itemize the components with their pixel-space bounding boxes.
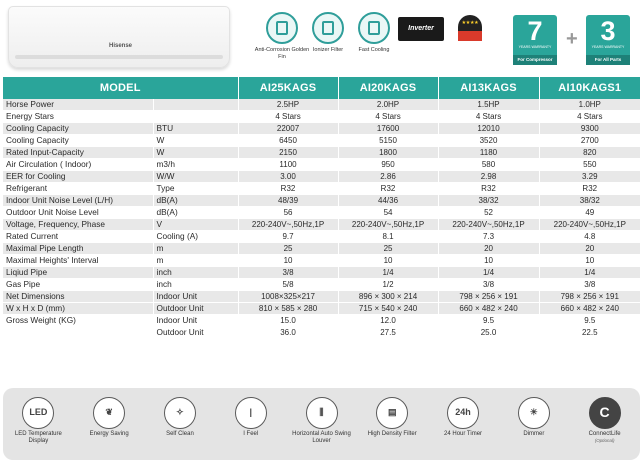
spec-value-cell: 5150 [338, 135, 438, 147]
feature-item [149, 397, 211, 438]
spec-value-cell: 2.86 [338, 171, 438, 183]
feature-label: Energy Saving [89, 431, 129, 437]
feature-icons-bar [3, 388, 640, 460]
table-row [3, 291, 640, 303]
spec-unit-cell: m3/h [153, 159, 238, 171]
feature-item [361, 397, 423, 438]
spec-value-cell: 5/8 [238, 279, 338, 291]
spec-value-cell: 1100 [238, 159, 338, 171]
spec-value-cell: 3520 [438, 135, 539, 147]
table-row [3, 159, 640, 171]
table-row [3, 327, 640, 339]
spec-name-cell: Gas Pipe [3, 279, 153, 291]
spec-unit-cell: dB(A) [153, 207, 238, 219]
spec-unit-cell: Indoor Unit [153, 291, 238, 303]
table-row [3, 147, 640, 159]
swing-louver-icon: ⫼ [306, 397, 338, 429]
spec-value-cell: 2.5HP [238, 99, 338, 111]
spec-value-cell: 550 [539, 159, 640, 171]
spec-value-cell: 1/4 [338, 267, 438, 279]
spec-value-cell: 25.0 [438, 327, 539, 339]
spec-value-cell: 4 Stars [238, 111, 338, 123]
table-row [3, 195, 640, 207]
spec-value-cell: 52 [438, 207, 539, 219]
energy-saving-icon: ❦ [93, 397, 125, 429]
spec-name-cell: EER for Cooling [3, 171, 153, 183]
spec-value-cell: 220-240V~,50Hz,1P [238, 219, 338, 231]
plus-sign: + [566, 28, 578, 50]
table-row [3, 171, 640, 183]
golden-fin-icon [266, 12, 298, 44]
feature-label: Fast Cooling [358, 47, 390, 53]
spec-value-cell: 715 × 540 × 240 [338, 303, 438, 315]
spec-value-cell: 9.5 [539, 315, 640, 327]
i-feel-icon: | [235, 397, 267, 429]
spec-value-cell: 15.0 [238, 315, 338, 327]
spec-name-cell: Rated Current [3, 231, 153, 243]
spec-value-cell: 820 [539, 147, 640, 159]
spec-value-cell: 1800 [338, 147, 438, 159]
ionizer-filter-icon [312, 12, 344, 44]
spec-unit-cell: V [153, 219, 238, 231]
spec-value-cell: 1/2 [338, 279, 438, 291]
spec-value-cell: 44/36 [338, 195, 438, 207]
spec-value-cell: 8.1 [338, 231, 438, 243]
spec-unit-cell: m [153, 243, 238, 255]
spec-value-cell: 10 [539, 255, 640, 267]
feature-item [291, 397, 353, 445]
spec-name-cell: Energy Stars [3, 111, 153, 123]
spec-value-cell: 3/8 [539, 279, 640, 291]
spec-value-cell: 25 [238, 243, 338, 255]
spec-value-cell: 220-240V~,50Hz,1P [438, 219, 539, 231]
table-header-row [3, 77, 640, 99]
spec-value-cell: R32 [238, 183, 338, 195]
spec-name-cell: Refrigerant [3, 183, 153, 195]
table-row [3, 123, 640, 135]
feature-label: LED Temperature Display [14, 431, 62, 444]
spec-value-cell: 660 × 482 × 240 [438, 303, 539, 315]
feature-label: Self Clean [166, 431, 194, 437]
warranty-for: For All Parts [586, 55, 630, 65]
feature-fast-cooling [344, 12, 404, 54]
spec-unit-cell: Cooling (A) [153, 231, 238, 243]
spec-value-cell: 3/8 [238, 267, 338, 279]
specification-table [3, 77, 640, 339]
warranty-small-text: YEARS WARRANTY [591, 45, 625, 49]
spec-value-cell: 56 [238, 207, 338, 219]
table-row [3, 99, 640, 111]
feature-label: ConnectLife [588, 431, 621, 437]
table-row [3, 243, 640, 255]
spec-value-cell: 798 × 256 × 191 [539, 291, 640, 303]
column-header-ai25kags: AI25KAGS [238, 77, 338, 99]
spec-value-cell: 220-240V~,50Hz,1P [338, 219, 438, 231]
feature-item [78, 397, 140, 438]
spec-unit-cell: dB(A) [153, 195, 238, 207]
star-rating-label: ★★★★ [458, 15, 482, 31]
spec-value-cell: 10 [338, 255, 438, 267]
spec-unit-cell [153, 99, 238, 111]
fast-cooling-icon [358, 12, 390, 44]
inverter-badge: Inverter [398, 17, 444, 41]
spec-value-cell: 10 [238, 255, 338, 267]
spec-value-cell: 4.8 [539, 231, 640, 243]
spec-name-cell: Rated Input-Capacity [3, 147, 153, 159]
spec-name-cell: Maximal Pipe Length [3, 243, 153, 255]
led-display-icon: LED [22, 397, 54, 429]
spec-value-cell: 36.0 [238, 327, 338, 339]
feature-label: High Density Filter [367, 431, 417, 437]
spec-value-cell: 7.3 [438, 231, 539, 243]
spec-value-cell: 2.98 [438, 171, 539, 183]
spec-value-cell: 12010 [438, 123, 539, 135]
spec-unit-cell: Outdoor Unit [153, 327, 238, 339]
table-body [3, 99, 640, 339]
spec-unit-cell [153, 111, 238, 123]
spec-unit-cell: Type [153, 183, 238, 195]
table-row [3, 135, 640, 147]
spec-unit-cell: W/W [153, 171, 238, 183]
spec-value-cell: 2150 [238, 147, 338, 159]
spec-value-cell: 220-240V~,50Hz,1P [539, 219, 640, 231]
spec-value-cell: 17600 [338, 123, 438, 135]
table-row [3, 207, 640, 219]
spec-value-cell: 1/4 [539, 267, 640, 279]
spec-value-cell: 25 [338, 243, 438, 255]
spec-value-cell: 2700 [539, 135, 640, 147]
spec-value-cell: 4 Stars [338, 111, 438, 123]
filter-icon: ▤ [376, 397, 408, 429]
spec-value-cell: 950 [338, 159, 438, 171]
table-row [3, 219, 640, 231]
column-header-model: MODEL [3, 77, 238, 99]
spec-unit-cell: Indoor Unit [153, 315, 238, 327]
spec-name-cell [3, 327, 153, 339]
spec-name-cell: Liqiud Pipe [3, 267, 153, 279]
spec-value-cell: 49 [539, 207, 640, 219]
spec-value-cell: 798 × 256 × 191 [438, 291, 539, 303]
spec-value-cell: 20 [438, 243, 539, 255]
column-header-ai20kags: AI20KAGS [338, 77, 438, 99]
spec-value-cell: 896 × 300 × 214 [338, 291, 438, 303]
spec-value-cell: 660 × 482 × 240 [539, 303, 640, 315]
warranty-for: For Compressor [513, 55, 557, 65]
spec-value-cell: 3.00 [238, 171, 338, 183]
table-row [3, 183, 640, 195]
spec-unit-cell: m [153, 255, 238, 267]
spec-value-cell: R32 [338, 183, 438, 195]
spec-name-cell: Air Circulation ( Indoor) [3, 159, 153, 171]
spec-value-cell: 1180 [438, 147, 539, 159]
column-header-ai10kags1: AI10KAGS1 [539, 77, 640, 99]
spec-value-cell: 1008×325×217 [238, 291, 338, 303]
product-banner [0, 0, 643, 76]
spec-value-cell: 6450 [238, 135, 338, 147]
spec-value-cell: 3.29 [539, 171, 640, 183]
spec-value-cell: 810 × 585 × 280 [238, 303, 338, 315]
warranty-compressor-badge [513, 15, 557, 65]
table-row [3, 231, 640, 243]
spec-name-cell: Cooling Capacity [3, 135, 153, 147]
spec-unit-cell: BTU [153, 123, 238, 135]
feature-label: Horizontal Auto Swing Louver [292, 431, 351, 444]
feature-item [574, 397, 636, 443]
spec-unit-cell: inch [153, 267, 238, 279]
spec-value-cell: 1.0HP [539, 99, 640, 111]
spec-value-cell: 22.5 [539, 327, 640, 339]
brand-logo: Hisense [109, 43, 133, 49]
spec-value-cell: 48/39 [238, 195, 338, 207]
spec-value-cell: 20 [539, 243, 640, 255]
feature-label: 24 Hour Timer [444, 431, 483, 437]
feature-item [7, 397, 69, 445]
spec-value-cell: 1.5HP [438, 99, 539, 111]
spec-value-cell: 9.7 [238, 231, 338, 243]
feature-label: I Feel [243, 431, 259, 437]
spec-unit-cell: Outdoor Unit [153, 303, 238, 315]
spec-name-cell: W x H x D (mm) [3, 303, 153, 315]
star-rating-badge [458, 15, 482, 45]
spec-value-cell: 12.0 [338, 315, 438, 327]
warranty-parts-badge [586, 15, 630, 65]
feature-item [432, 397, 494, 438]
column-header-ai13kags: AI13KAGS [438, 77, 539, 99]
table-row [3, 303, 640, 315]
spec-value-cell: 9300 [539, 123, 640, 135]
warranty-years: 7 [527, 16, 543, 46]
spec-value-cell: 580 [438, 159, 539, 171]
spec-name-cell: Net Dimensions [3, 291, 153, 303]
spec-name-cell: Cooling Capacity [3, 123, 153, 135]
spec-name-cell: Voltage, Frequency, Phase [3, 219, 153, 231]
spec-name-cell: Gross Weight (KG) [3, 315, 153, 327]
feature-label: Dimmer [523, 431, 545, 437]
feature-label: Ionizer Filter [312, 47, 344, 53]
self-clean-icon: ✧ [164, 397, 196, 429]
spec-unit-cell: W [153, 147, 238, 159]
spec-unit-cell: W [153, 135, 238, 147]
table-row [3, 255, 640, 267]
spec-name-cell: Horse Power [3, 99, 153, 111]
spec-name-cell: Maximal Heights' Interval [3, 255, 153, 267]
spec-value-cell: 10 [438, 255, 539, 267]
dimmer-icon: ☀ [518, 397, 550, 429]
spec-name-cell: Outdoor Unit Noise Level [3, 207, 153, 219]
warranty-years: 3 [600, 16, 616, 46]
spec-value-cell: 27.5 [338, 327, 438, 339]
spec-value-cell: 1/4 [438, 267, 539, 279]
timer-icon: 24h [447, 397, 479, 429]
feature-sublabel: (Optional) [594, 438, 615, 443]
spec-value-cell: 9.5 [438, 315, 539, 327]
spec-unit-cell: inch [153, 279, 238, 291]
table-row [3, 111, 640, 123]
spec-value-cell: 38/32 [438, 195, 539, 207]
spec-value-cell: 4 Stars [539, 111, 640, 123]
ac-vent [15, 55, 223, 59]
feature-item [220, 397, 282, 438]
table-row [3, 267, 640, 279]
feature-label: Anti-Corrosion Golden Fin [254, 47, 310, 60]
spec-name-cell: Indoor Unit Noise Level (L/H) [3, 195, 153, 207]
spec-value-cell: 22007 [238, 123, 338, 135]
air-conditioner-image [8, 6, 230, 68]
spec-value-cell: 54 [338, 207, 438, 219]
spec-value-cell: 38/32 [539, 195, 640, 207]
table-row [3, 315, 640, 327]
spec-value-cell: 3/8 [438, 279, 539, 291]
spec-value-cell: R32 [539, 183, 640, 195]
connectlife-icon: C [589, 397, 621, 429]
warranty-small-text: YEARS WARRANTY [518, 45, 552, 49]
spec-value-cell: 4 Stars [438, 111, 539, 123]
feature-item [503, 397, 565, 438]
spec-value-cell: 2.0HP [338, 99, 438, 111]
table-row [3, 279, 640, 291]
spec-value-cell: R32 [438, 183, 539, 195]
